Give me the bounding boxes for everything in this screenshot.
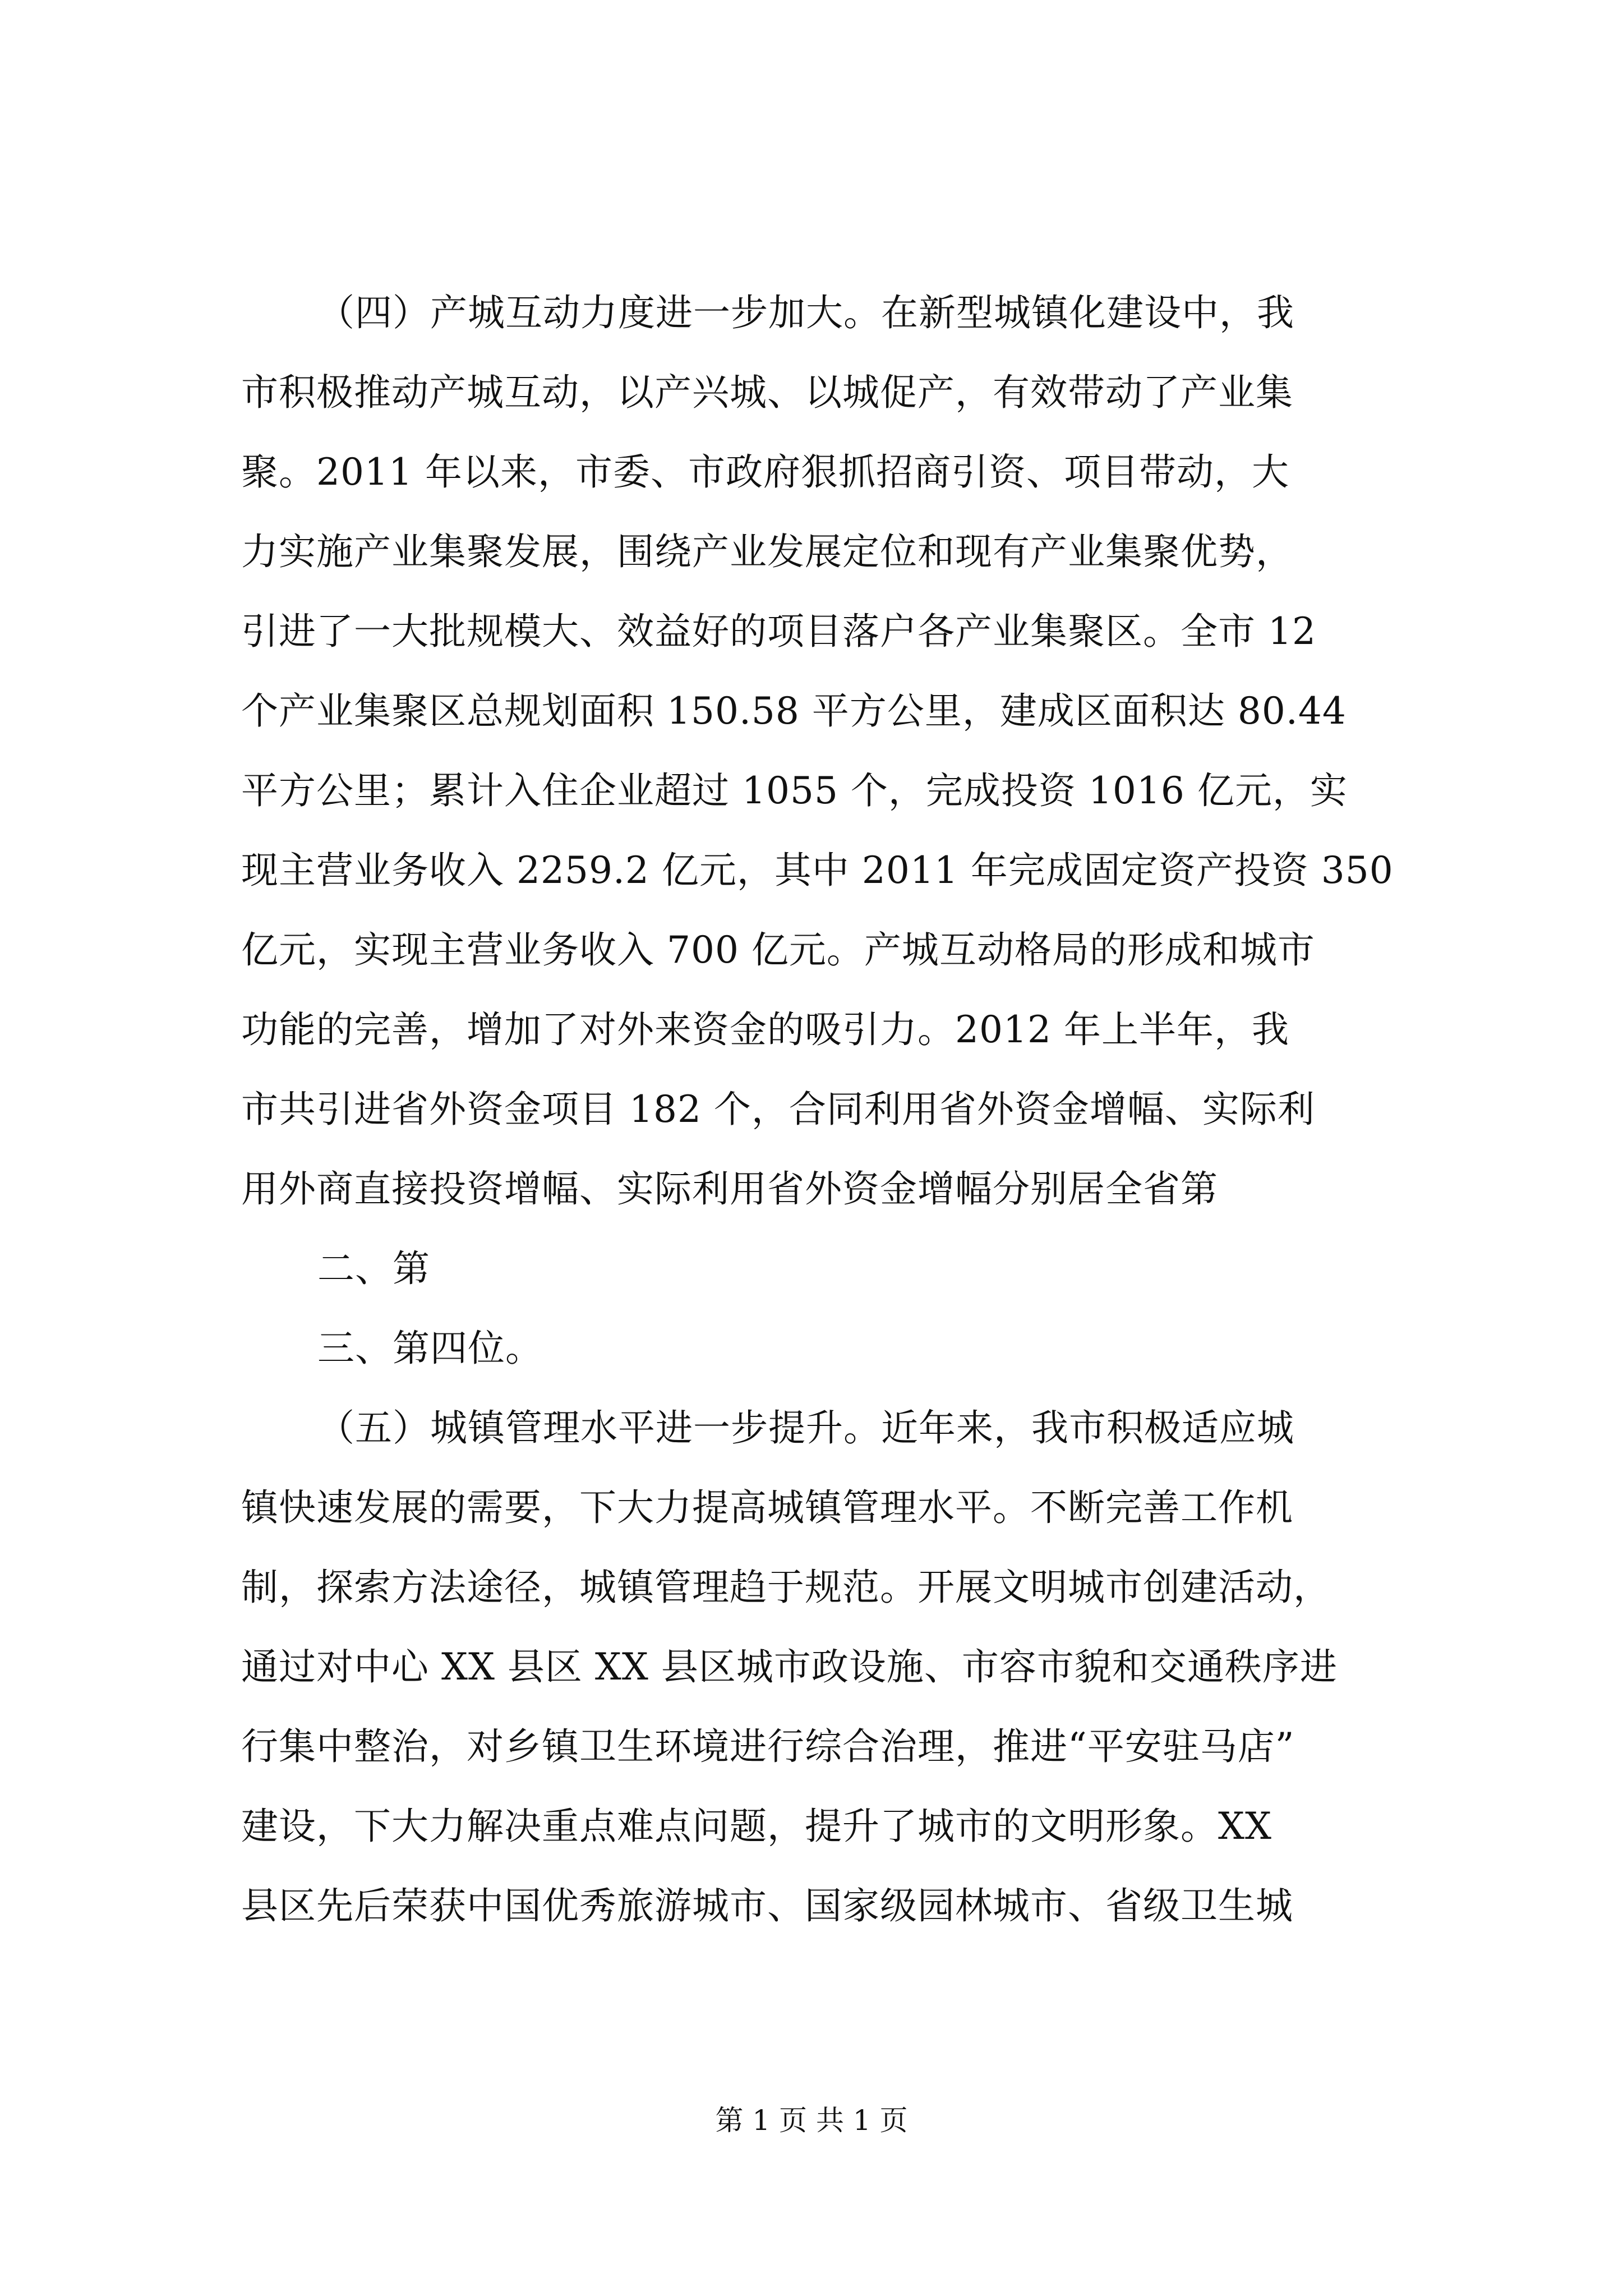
paragraph-5-line-3: 制，探索方法途径，城镇管理趋于规范。开展文明城市创建活动，	[241, 1566, 1331, 1609]
paragraph-5-line-6: 建设，下大力解决重点难点问题，提升了城市的文明形象。XX	[241, 1805, 1272, 1848]
paragraph-4-line-2: 市积极推动产城互动，以产兴城、以城促产，有效带动了产业集	[241, 371, 1293, 414]
paragraph-5-line-1: （五）城镇管理水平进一步提升。近年来，我市积极适应城	[317, 1406, 1294, 1450]
paragraph-4-line-8: 现主营业务收入 2259.2 亿元，其中 2011 年完成固定资产投资 350	[241, 849, 1394, 892]
paragraph-4-line-11: 市共引进省外资金项目 182 个，合同利用省外资金增幅、实际利	[241, 1088, 1315, 1131]
paragraph-4-line-1: （四）产城互动力度进一步加大。在新型城镇化建设中，我	[317, 291, 1294, 334]
paragraph-4-line-4: 力实施产业集聚发展，围绕产业发展定位和现有产业集聚优势，	[241, 530, 1293, 573]
paragraph-4-line-7: 平方公里；累计入住企业超过 1055 个，完成投资 1016 亿元，实	[241, 769, 1348, 812]
fragment-line-2: 三、第四位。	[317, 1327, 543, 1370]
paragraph-4-line-6: 个产业集聚区总规划面积 150.58 平方公里，建成区面积达 80.44	[241, 689, 1347, 733]
paragraph-4-line-9: 亿元，实现主营业务收入 700 亿元。产城互动格局的形成和城市	[241, 928, 1315, 972]
fragment-line-1: 二、第	[317, 1247, 430, 1290]
page-footer: 第 1 页 共 1 页	[715, 2104, 908, 2137]
paragraph-4-line-5: 引进了一大批规模大、效益好的项目落户各产业集聚区。全市 12	[241, 610, 1316, 653]
paragraph-4-line-12: 用外商直接投资增幅、实际利用省外资金增幅分别居全省第	[241, 1167, 1218, 1211]
paragraph-5-line-7: 县区先后荣获中国优秀旅游城市、国家级园林城市、省级卫生城	[241, 1884, 1293, 1927]
paragraph-4-line-10: 功能的完善，增加了对外来资金的吸引力。2012 年上半年，我	[241, 1008, 1289, 1051]
paragraph-5-line-4: 通过对中心 XX 县区 XX 县区城市政设施、市容市貌和交通秩序进	[241, 1645, 1338, 1688]
paragraph-4-line-3: 聚。2011 年以来，市委、市政府狠抓招商引资、项目带动，大	[241, 450, 1289, 494]
body-text	[241, 273, 1419, 1946]
paragraph-5-line-2: 镇快速发展的需要，下大力提高城镇管理水平。不断完善工作机	[241, 1486, 1293, 1529]
paragraph-5-line-5: 行集中整治，对乡镇卫生环境进行综合治理，推进“平安驻马店”	[241, 1725, 1295, 1768]
